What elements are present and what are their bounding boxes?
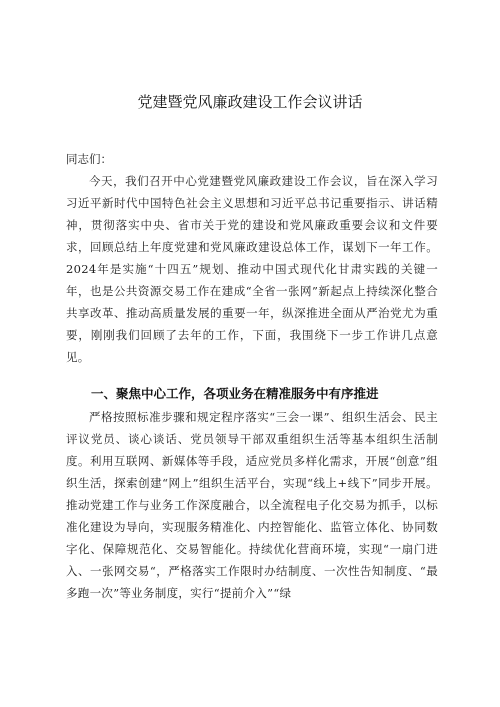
opening-paragraph: 今天，我们召开中心党建暨党风廉政建设工作会议，旨在深入学习习近平新时代中国特色社会主义思想和习近平总书记重要指示、讲话精神，贯彻落实中央、省市关于党的建设和党风廉政重要会议和文件要求，回顾总结上年度党建和党风廉政建设总体工作，谋划下一年工作。2024年是实施“十四五”规划、推动中国式现代化甘肃实践的关键一年，也是公共资源交易工作在建成“全省一张网”新起点上持续深化整合共享改革、推动高质量发展的重要一年，纵深推进全面从严治党尤为重要，刚刚我们回顾了去年的工作，下面，我围绕下一步工作讲几点意见。	[66, 174, 438, 364]
section-heading-1: 一、聚焦中心工作，各项业务在精准服务中有序推进	[91, 386, 379, 401]
salutation: 同志们：	[66, 152, 112, 166]
document-title: 党建暨党风廉政建设工作会议讲话	[137, 93, 363, 111]
section-1-paragraph: 严格按照标准步骤和规定程序落实“三会一课”、组织生活会、民主评议党员、谈心谈话、党员领导干部双重组织生活等基本组织生活制度。利用互联网、新媒体等手段，适应党员多样化需求，开展“创意”组织生活，探索创建“网上”组织生活平台，实现“线上+线下”同步开展。推动党建工作与业务工作深度融合，以全流程电子化交易为抓手，以标准化建设为导向，实现服务精准化、内控智能化、监管立体化、协同数字化、保障规范化、交易智能化。持续优化营商环境，实现“一扇门进入、一张网交易“，严格落实工作限时办结制度、一次性告知制度、“最多跑一次”等业务制度，实行“提前介入”“绿	[66, 410, 438, 600]
